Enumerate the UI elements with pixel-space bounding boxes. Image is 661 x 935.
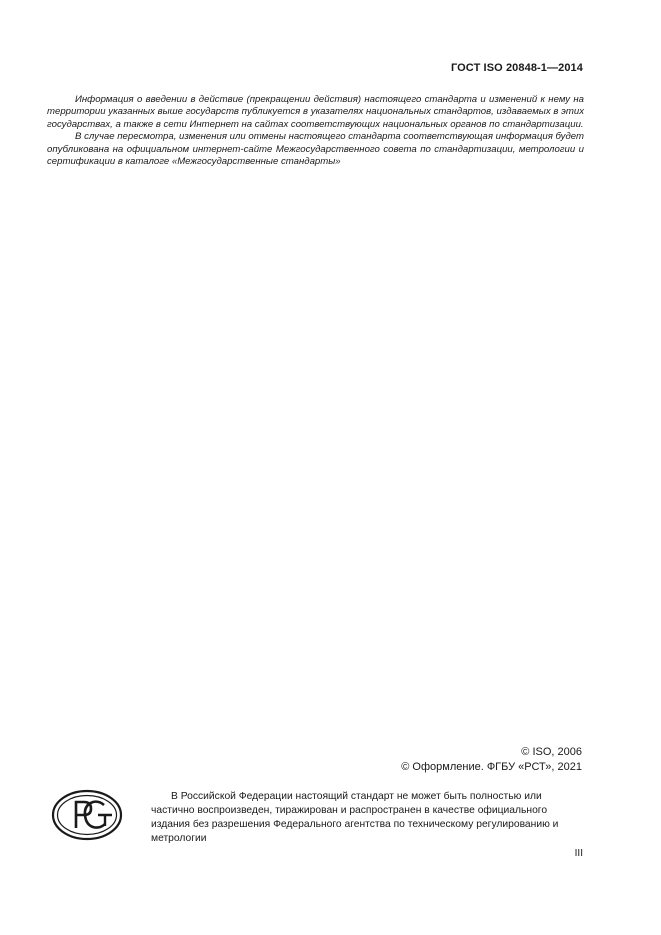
notice-paragraph: В случае пересмотра, изменения или отмены настоящего стандарта соответствующая информация будет опубликована на официальном интернет-сайте Межгосударственного совета по стандартизации, метрологии и сертификации в каталоге «Межгосударственные стандарты»	[47, 131, 584, 168]
publication-notice	[47, 94, 584, 168]
document-code: ГОСТ ISO 20848-1—2014	[450, 62, 583, 74]
copyright-block	[401, 745, 582, 774]
rst-certification-mark-icon	[50, 788, 126, 842]
copyright-rst: © Оформление. ФГБУ «РСТ», 2021	[401, 760, 582, 773]
page-number: III	[574, 848, 583, 859]
notice-paragraph: Информация о введении в действие (прекращении действия) настоящего стандарта и изменений к нему на территории указанных выше государств публикуется в указателях национальных стандартов, издаваемых в этих государствах, а также в сети Интернет на сайтах соответствующих национальных органов по стандартизации.	[47, 94, 584, 130]
copyright-iso: © ISO, 2006	[521, 746, 582, 758]
reproduction-rights-notice: В Российской Федерации настоящий стандарт не может быть полностью или частично воспроизведен, тиражирован и распространен в качестве официального издания без разрешения Федерального агентства по техническому регулированию и метрологии	[151, 791, 559, 844]
